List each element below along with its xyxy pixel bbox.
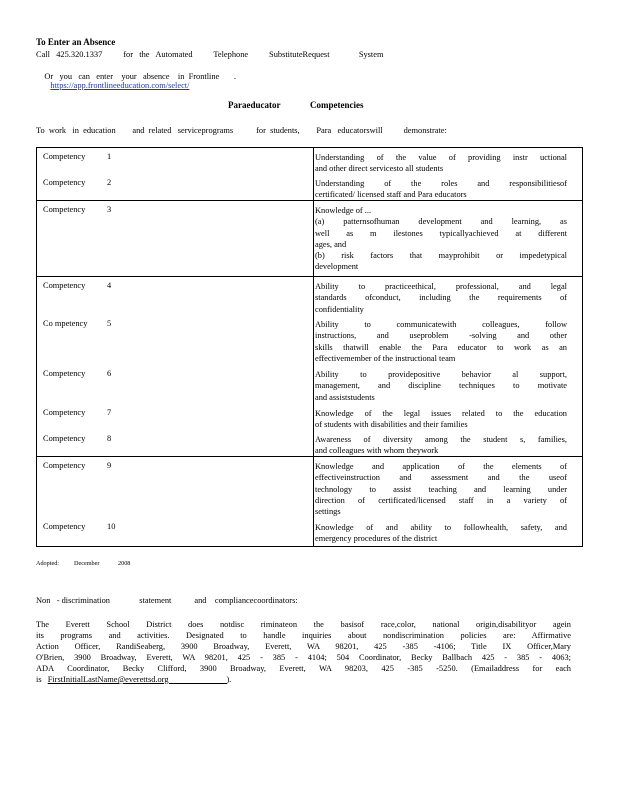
description-line: ages, and [315,239,347,249]
absence-phone-line: Call 425.320.1337 for the Automated Telephone SubstituteRequest System [36,50,384,59]
section-intro: To work in education and related serviceprograms for students, Para educatorswill demonstrate: [36,126,447,135]
adopted-month: December [74,560,100,567]
competency-number: 9 [107,461,112,470]
competency-description [315,369,567,403]
competency-row-8 [37,430,582,457]
description-line: instructions, and useproblem -solving and other [315,331,567,341]
competency-description [315,205,567,273]
competency-label: Competency [43,522,86,531]
nondiscrimination-line: Action Officer, RandiSeaberg, 3900 Broadway, Everett, WA 98201, 425 -385 -4106; Title IX Officer,Mary [36,642,571,651]
nondiscrimination-line: ADA Coordinator, Becky Clifford, 3900 Broadway, Everett, WA 98203, 425 -385 -5250. (Emailaddress for each [36,664,571,673]
description-line: skills thatwill enable the Para educator to work as an [315,342,567,352]
description-line: technology to assist teaching and learning under [315,484,567,494]
absence-online-line [36,63,267,99]
last-line-prefix: is [36,675,42,684]
competency-label: Competency [43,461,86,470]
adopted-year: 2008 [118,560,131,567]
description-line: emergency procedures of the district [315,534,438,544]
competency-row-5 [37,315,582,365]
competency-number: 8 [107,434,112,443]
nondiscrimination-last-line [36,675,231,684]
description-line: certificated/ licensed staff and Para educators [315,190,467,200]
description-line: direction of certificated/licensed staff in a variety of [315,495,567,505]
nondiscrimination-line: O'Brien, 3900 Broadway, Everett, WA 98201, 425 - 385 - 4104; 504 Coordinator, Becky Ballbach 425 - 385 - 4063; [36,653,571,662]
competency-number: 3 [107,205,112,214]
description-line: Awareness of diversity among the student s, families, [315,435,567,444]
description-line: Understanding of the value of providing instr uctional [315,153,567,162]
competency-description [315,408,567,431]
description-line: confidentiality [315,304,364,314]
last-line-suffix: ). [226,675,232,684]
email-link[interactable]: FirstInitialLastName@everettsd.org [47,675,169,684]
competency-description [315,178,567,201]
description-line: and other direct servicesto all students [315,164,444,174]
description-line: Understanding of the roles and responsibilitiesof [315,179,567,188]
competency-label: Competency [43,152,86,161]
description-line: well as m ilestones typicallyachieved at different [315,228,567,238]
section-title-left: Paraeducator [228,100,281,110]
competency-description [315,152,567,175]
competency-label: Competency [43,369,86,378]
description-line: Ability to practiceethical, professional, and legal [315,282,567,291]
description-line: settings [315,507,341,517]
competency-number: 4 [107,281,112,290]
description-line: and colleagues with whom theywork [315,446,439,456]
absence-heading: To Enter an Absence [36,37,116,47]
section-title-right: Competencies [310,100,364,110]
competency-label: Competency [43,205,86,214]
competency-row-1 [37,148,582,173]
competency-number: 7 [107,408,112,417]
frontline-link[interactable]: https://app.frontlineeducation.com/select/ [50,81,190,90]
competency-row-9 [37,457,582,520]
competency-number: 10 [107,522,116,531]
nondiscrimination-line: The Everett School District does notdisc riminateon the basisof race,color, national origin,disabilityor agein [36,620,571,629]
competency-label: Co mpetency [43,319,88,328]
description-line: effectivemember of the instructional team [315,353,456,363]
competency-label: Competency [43,178,86,187]
description-line: Knowledge and application of the elements of [315,462,567,471]
description-line: and assiststudents [315,392,375,402]
description-line: Knowledge of the legal issues related to the education [315,409,567,418]
nondiscrimination-line: its programs and activities. Designated to handle inquiries about nondiscrimination policies are: Affirmative [36,631,571,640]
competency-row-4 [37,277,582,315]
competency-description [315,281,567,315]
competency-description [315,522,567,545]
absence-online-text: Or you can enter your absence in Frontline . [44,72,237,81]
competency-description [315,434,567,457]
competency-row-2 [37,173,582,201]
description-line: development [315,262,359,272]
competency-number: 2 [107,178,112,187]
competency-label: Competency [43,434,86,443]
adopted-label: Adopted: [36,560,60,567]
description-line: standards ofconduct, including the requirements of [315,293,567,303]
description-line: of students with disabilities and their families [315,420,468,430]
description-line: Knowledge of and ability to followhealth, safety, and [315,523,567,532]
competency-row-10 [37,519,582,546]
competency-number: 6 [107,369,112,378]
description-line: effectiveinstruction and assessment and the useof [315,473,567,483]
competency-label: Competency [43,281,86,290]
competency-table [36,147,583,547]
competency-description [315,319,567,364]
description-line: Knowledge of ... [315,206,372,215]
competency-description [315,461,567,517]
description-line: (b) risk factors that mayprohibit or impedetypical [315,251,567,261]
competency-number: 1 [107,152,112,161]
description-line: management, and discipline techniques to motivate [315,381,567,391]
competency-row-6 [37,365,582,403]
competency-row-3 [37,201,582,277]
description-line: Ability to communicatewith colleagues, follow [315,320,567,329]
email-underline [169,675,227,684]
competency-row-7 [37,404,582,431]
nondiscrimination-heading: Non - discrimination statement and compliancecoordinators: [36,596,298,605]
description-line: (a) patternsofhuman development and learning, as [315,217,567,227]
competency-number: 5 [107,319,112,328]
description-line: Ability to providepositive behavior al support, [315,370,567,379]
competency-label: Competency [43,408,86,417]
